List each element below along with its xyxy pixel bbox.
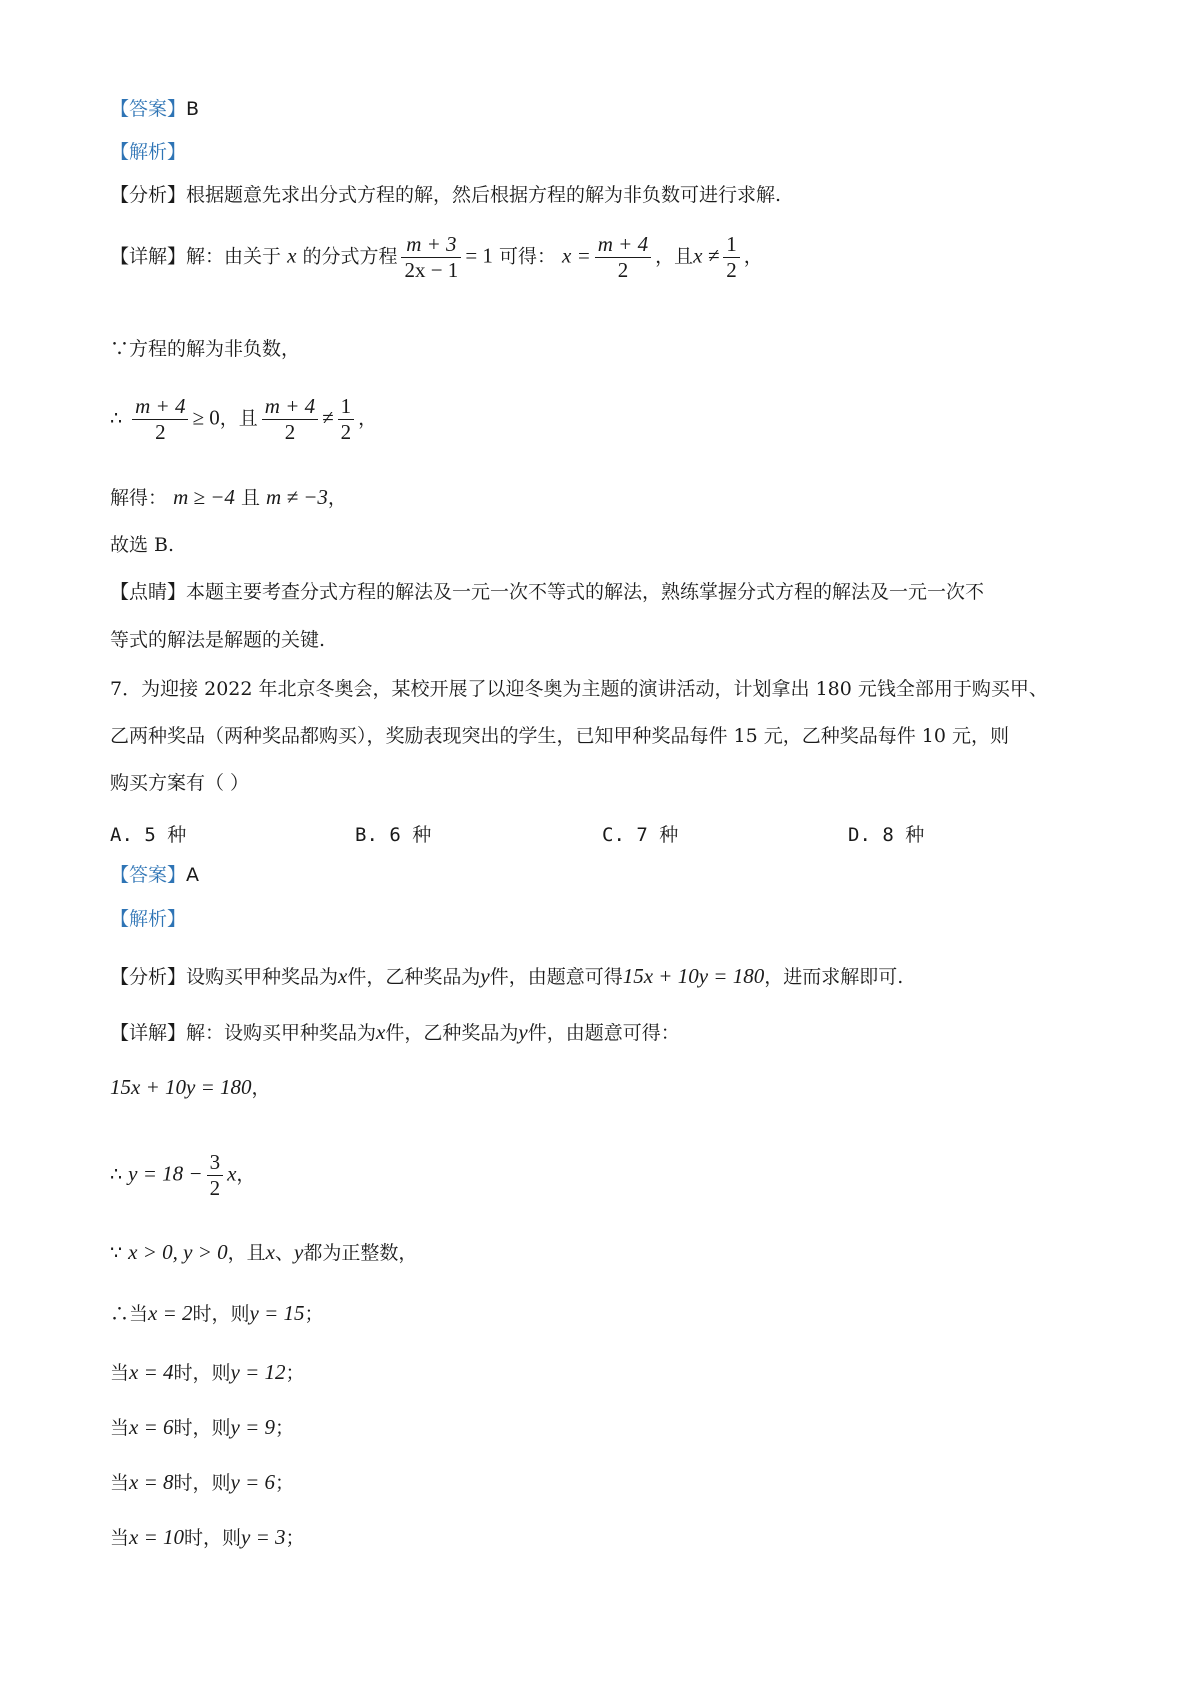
fraction-denominator: 2 <box>155 420 166 445</box>
fraction-inequality-2 <box>262 394 318 445</box>
solve-label: 解得： <box>110 487 168 509</box>
analysis-tag: 【分析】 <box>110 184 187 206</box>
detail-text: ，且 <box>655 245 694 268</box>
math-var-x: x <box>376 1020 386 1044</box>
fraction-denominator: 2 <box>209 1176 221 1201</box>
q7-answer-line <box>110 866 199 885</box>
case-x-value: x = 2 <box>148 1301 193 1325</box>
fraction-inequality <box>132 394 188 445</box>
detail-text: ， <box>251 1077 271 1099</box>
case-end: ； <box>285 1362 305 1384</box>
y-expression: y = 18 − <box>128 1161 203 1186</box>
analysis-text: 设购买甲种奖品为 <box>186 966 339 988</box>
case-line <box>110 1303 324 1324</box>
analysis-text: 件，乙种奖品为 <box>347 966 481 988</box>
q7-jiexi-tag: 【解析】 <box>110 908 187 930</box>
fraction-denominator: 2 <box>617 258 629 283</box>
case-x-value: x = 8 <box>129 1470 174 1494</box>
answer-tag: 【答案】 <box>110 864 187 886</box>
case-line <box>110 1527 305 1548</box>
q6-analysis-line <box>110 186 781 205</box>
case-line <box>110 1362 305 1383</box>
fraction-three-halves <box>207 1150 224 1201</box>
case-text: 时，则 <box>173 1362 231 1384</box>
option-b: B. 6 种 <box>355 824 432 846</box>
detail-tag: 【详解】 <box>110 1022 187 1044</box>
q7-equation-line <box>110 1077 271 1098</box>
case-end: ； <box>285 1527 305 1549</box>
fraction-half <box>723 232 740 283</box>
detail-text: ， <box>743 245 763 268</box>
q7-analysis-line <box>110 966 903 987</box>
case-y-value: y = 15 <box>249 1301 305 1325</box>
equation: 15x + 10y = 180 <box>110 1075 252 1099</box>
case-text: 时，则 <box>173 1417 231 1439</box>
answer-tag: 【答案】 <box>110 98 187 120</box>
analysis-tag: 【分析】 <box>110 966 187 988</box>
case-text: 时，则 <box>192 1303 250 1325</box>
q7-y-expression-line <box>110 1150 255 1201</box>
case-end: ； <box>275 1472 295 1494</box>
detail-text: ， <box>236 1163 256 1186</box>
condition-math: x > 0, y > 0 <box>128 1240 228 1264</box>
fraction-numerator: 3 <box>207 1150 224 1176</box>
analysis-text: 件，由题意可得 <box>489 966 623 988</box>
because-symbol: ∵ <box>110 1242 123 1264</box>
option-a: A. 5 种 <box>110 824 187 846</box>
solution-lhs: x = <box>562 243 591 268</box>
math-var-y: y <box>293 1240 304 1264</box>
answer-value: B <box>186 98 200 120</box>
detail-text: ， <box>358 407 378 430</box>
solve-math-1: m ≥ −4 <box>173 485 235 509</box>
fraction-half <box>338 394 355 445</box>
q7-condition-line <box>110 1242 417 1263</box>
case-prefix: ∴当 <box>110 1303 149 1325</box>
detail-tag: 【详解】 <box>110 245 187 268</box>
option-c: C. 7 种 <box>602 824 679 846</box>
case-prefix: 当 <box>110 1417 130 1439</box>
inequality-rhs: ≥ 0 <box>192 405 220 430</box>
math-var-x: x <box>338 964 348 988</box>
case-x-value: x = 6 <box>129 1415 174 1439</box>
q6-comment-line-2: 等式的解法是解题的关键. <box>110 629 326 651</box>
detail-text: ， <box>327 487 347 509</box>
fraction-numerator: 1 <box>338 394 355 420</box>
neq-expression: x ≠ <box>693 243 720 268</box>
case-line <box>110 1417 294 1438</box>
equation-rhs: = 1 <box>465 243 493 268</box>
case-end: ； <box>275 1417 295 1439</box>
fraction-numerator: m + 4 <box>132 394 188 420</box>
q7-stem-line-2: 乙两种奖品（两种奖品都购买），奖励表现突出的学生，已知甲种奖品每件 15 元，乙种奖品每件 10 元，则 <box>110 725 1010 747</box>
math-var-y: y <box>480 964 490 988</box>
fraction-numerator: 1 <box>723 232 740 258</box>
solve-and: 且 <box>240 487 260 509</box>
math-var-y: y <box>518 1020 528 1044</box>
q6-answer-line <box>110 100 199 119</box>
case-y-value: y = 12 <box>230 1360 286 1384</box>
solve-math-2: m ≠ −3 <box>266 485 328 509</box>
detail-text: 解：设购买甲种奖品为 <box>186 1022 377 1044</box>
math-var-x: x <box>287 243 297 268</box>
case-prefix: 当 <box>110 1472 130 1494</box>
q7-detail-line <box>110 1022 680 1043</box>
q6-detail-line <box>110 232 763 283</box>
detail-text: 可得： <box>498 245 556 268</box>
case-text: 时，则 <box>173 1472 231 1494</box>
case-prefix: 当 <box>110 1362 130 1384</box>
fraction-numerator: m + 4 <box>595 232 651 258</box>
neq-operator: ≠ <box>322 405 334 430</box>
fraction-denominator: 2 <box>340 420 352 445</box>
fraction-denominator: 2 <box>726 258 737 283</box>
case-text: 时，则 <box>184 1527 242 1549</box>
comment-tag: 【点睛】 <box>110 581 187 603</box>
analysis-text: 根据题意先求出分式方程的解，然后根据方程的解为非负数可进行求解. <box>186 184 782 206</box>
detail-text: 解：由关于 <box>186 245 282 268</box>
detail-text: 件，乙种奖品为 <box>385 1022 519 1044</box>
case-prefix: 当 <box>110 1527 130 1549</box>
detail-text: 、 <box>274 1242 294 1264</box>
detail-text: 的分式方程 <box>302 245 398 268</box>
q7-stem-line-1: 7．为迎接 2022 年北京冬奥会，某校开展了以迎冬奥为主题的演讲活动，计划拿出 180 元钱全部用于购买甲、 <box>110 678 1048 700</box>
q6-jiexi-tag: 【解析】 <box>110 141 187 163</box>
case-y-value: y = 3 <box>241 1525 286 1549</box>
q6-solve-line <box>110 487 347 508</box>
detail-text: ，且 <box>219 407 258 430</box>
q7-stem-line-3: 购买方案有（ ） <box>110 772 250 794</box>
fraction-denominator: 2 <box>284 420 296 445</box>
case-y-value: y = 9 <box>230 1415 276 1439</box>
fraction-equation <box>401 232 461 283</box>
therefore-symbol: ∴ <box>110 407 123 430</box>
case-line <box>110 1472 294 1493</box>
detail-text: 都为正整数， <box>303 1242 418 1264</box>
analysis-text: ，进而求解即可. <box>764 966 904 988</box>
fraction-denominator: 2x − 1 <box>404 258 459 283</box>
case-x-value: x = 4 <box>129 1360 174 1384</box>
case-end: ； <box>304 1303 324 1325</box>
fraction-numerator: m + 4 <box>262 394 318 420</box>
detail-text: ，且 <box>227 1242 266 1264</box>
q6-comment-line-1 <box>110 583 984 602</box>
math-var-x: x <box>265 1240 275 1264</box>
q6-choice-line: 故选 B. <box>110 534 175 556</box>
detail-text: 件，由题意可得： <box>527 1022 680 1044</box>
q6-inequality-line <box>110 394 377 445</box>
option-d: D. 8 种 <box>848 824 925 846</box>
fraction-solution <box>595 232 651 283</box>
comment-text: 本题主要考查分式方程的解法及一元一次不等式的解法，熟练掌握分式方程的解法及一元一次不 <box>186 581 985 603</box>
case-x-value: x = 10 <box>129 1525 185 1549</box>
analysis-equation: 15x + 10y = 180 <box>622 964 765 988</box>
therefore-symbol: ∴ <box>110 1163 123 1186</box>
fraction-numerator: m + 3 <box>401 232 461 258</box>
math-var-x: x <box>227 1161 237 1186</box>
case-y-value: y = 6 <box>230 1470 276 1494</box>
q6-because-line: ∵方程的解为非负数， <box>110 338 301 360</box>
answer-value: A <box>186 864 200 886</box>
